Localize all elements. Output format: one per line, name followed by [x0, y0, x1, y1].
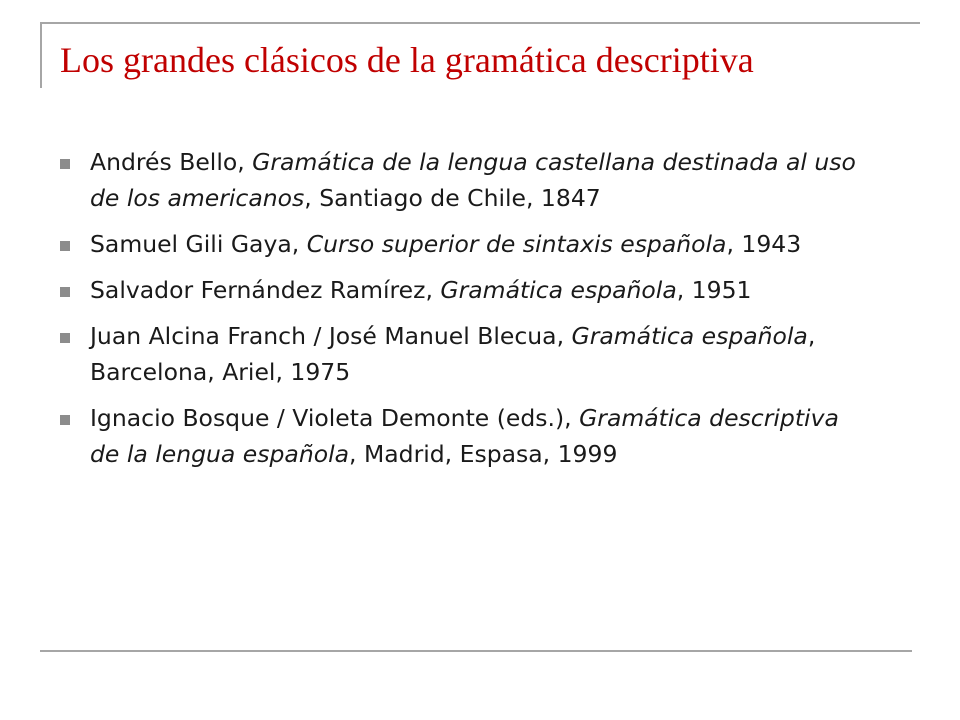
square-bullet-icon — [60, 333, 70, 343]
bullet-details: , Barcelona, Ariel, 1975 — [90, 322, 816, 386]
bullet-details: , 1951 — [676, 276, 752, 304]
frame-left-line — [40, 22, 42, 88]
square-bullet-icon — [60, 241, 70, 251]
bullet-item — [60, 144, 860, 216]
bullet-author: Juan Alcina Franch / José Manuel Blecua, — [90, 322, 572, 350]
bullet-details: , Madrid, Espasa, 1999 — [349, 440, 618, 468]
bullet-text — [90, 322, 815, 386]
square-bullet-icon — [60, 415, 70, 425]
frame-top-line — [40, 22, 920, 24]
bullet-work-title: Gramática española — [571, 322, 808, 350]
bullet-author: Salvador Fernández Ramírez, — [90, 276, 441, 304]
slide-title: Los grandes clásicos de la gramática descriptiva — [60, 40, 754, 80]
bullet-author: Ignacio Bosque / Violeta Demonte (eds.), — [90, 404, 580, 432]
bullet-text — [90, 276, 751, 304]
bullet-work-title: Curso superior de sintaxis española — [306, 230, 727, 258]
bullet-item — [60, 318, 860, 390]
square-bullet-icon — [60, 287, 70, 297]
bullet-details: , 1943 — [726, 230, 802, 258]
bullet-author: Andrés Bello, — [90, 148, 253, 176]
bullet-item — [60, 272, 860, 308]
bullet-work-title: Gramática descriptiva de la lengua española — [90, 404, 839, 468]
bullet-author: Samuel Gili Gaya, — [90, 230, 307, 258]
frame-bottom-line — [40, 650, 912, 652]
bullet-text — [90, 148, 856, 212]
bullet-work-title: Gramática de la lengua castellana destinada al uso de los americanos — [90, 148, 856, 212]
bullet-item — [60, 226, 860, 262]
square-bullet-icon — [60, 159, 70, 169]
bullet-item — [60, 400, 860, 472]
bullet-text — [90, 404, 839, 468]
bullet-text — [90, 230, 801, 258]
bullet-list — [60, 144, 860, 482]
bullet-details: , Santiago de Chile, 1847 — [304, 184, 601, 212]
bullet-work-title: Gramática española — [440, 276, 677, 304]
